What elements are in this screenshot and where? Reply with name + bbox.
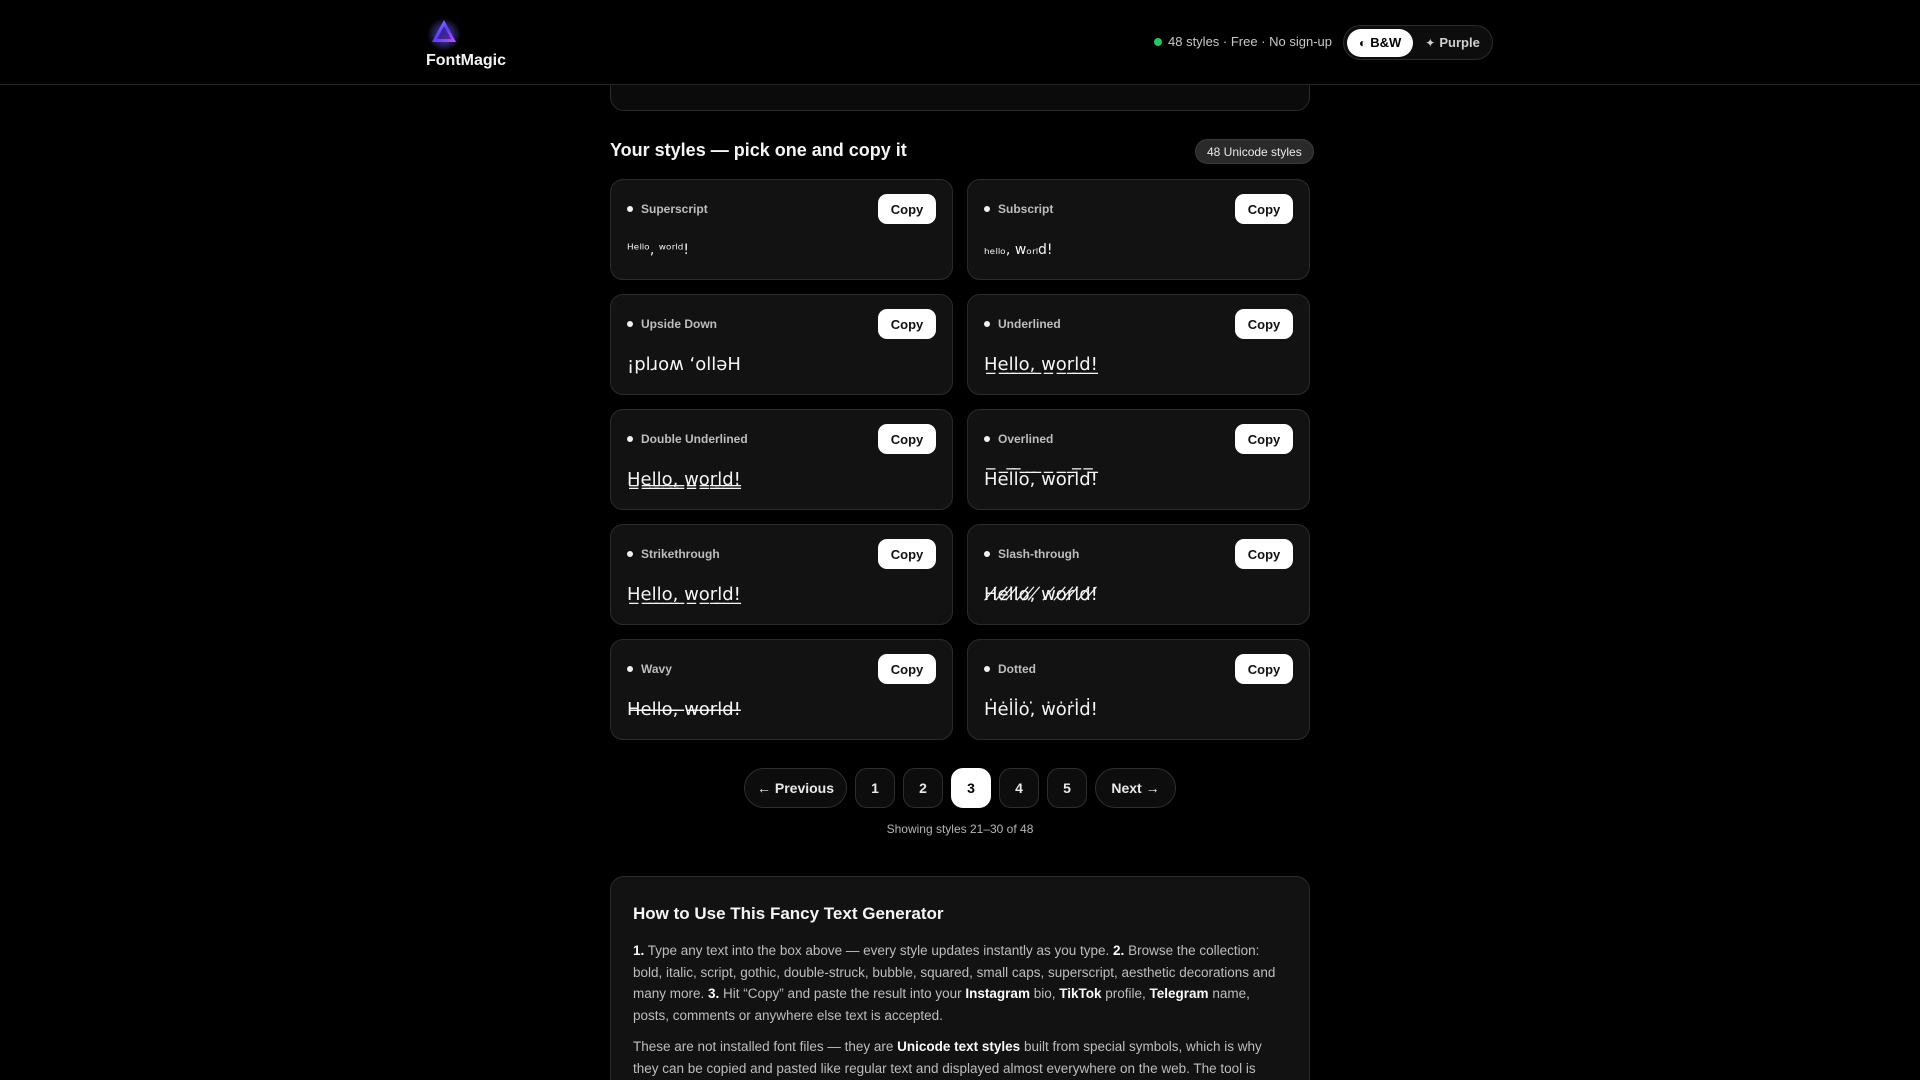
bullet-icon xyxy=(627,666,633,672)
style-card-overlined xyxy=(967,409,1310,510)
step-3-text-4: name, posts, comments or anywhere else text is accepted. xyxy=(633,986,1250,1023)
styles-count-badge: 48 Unicode styles xyxy=(1195,139,1314,164)
style-card-slash-through xyxy=(967,524,1310,625)
step-3-text-3: profile, xyxy=(1101,986,1150,1001)
style-card-underlined xyxy=(967,294,1310,395)
style-card-subscript xyxy=(967,179,1310,280)
style-name: Strikethrough xyxy=(641,547,720,561)
style-preview-text[interactable]: ¡plɹoʍ ‘olləH xyxy=(627,354,741,375)
copy-button[interactable]: Copy xyxy=(878,424,936,454)
bullet-icon xyxy=(627,551,633,557)
style-name: Slash-through xyxy=(998,547,1080,561)
theme-toggle xyxy=(1343,25,1493,60)
copy-button[interactable]: Copy xyxy=(1235,194,1293,224)
style-preview-text[interactable]: ᴴᵉˡˡᵒ, ʷᵒʳˡᵈ! xyxy=(627,242,690,258)
previous-page-button[interactable]: ← Previous xyxy=(744,768,847,808)
bullet-icon xyxy=(984,436,990,442)
style-card-double-underlined xyxy=(610,409,953,510)
bullet-icon xyxy=(984,666,990,672)
instagram-text: Instagram xyxy=(965,986,1030,1001)
style-preview-text[interactable]: H̳e̳l̳l̳o̳,̳ ̳w̳o̳r̳l̳d̳!̳ xyxy=(627,469,741,490)
top-header xyxy=(0,0,1920,85)
bullet-icon xyxy=(627,436,633,442)
style-card-label xyxy=(627,317,717,331)
step-1-number: 1. xyxy=(633,943,645,958)
style-card-label xyxy=(984,317,1061,331)
style-preview-text[interactable]: H̅e̅l̅l̅o̅,̅ ̅w̅o̅r̅l̅d̅!̅ xyxy=(984,469,1098,490)
bullet-icon xyxy=(627,206,633,212)
style-preview-text[interactable]: H̸e̸l̸l̸o̸,̸ ̸w̸o̸r̸l̸d̸!̸ xyxy=(984,584,1098,605)
explanation-text-2: built from special symbols, which is why they can be copied and pasted like regular text and displayed almost everywhere on the web. The tool is xyxy=(633,1039,1262,1076)
style-name: Underlined xyxy=(998,317,1061,331)
explanation-text-1: These are not installed font files — they are xyxy=(633,1039,898,1054)
page-2-button[interactable]: 2 xyxy=(903,768,943,808)
style-card-label xyxy=(984,202,1053,216)
page-5-button[interactable]: 5 xyxy=(1047,768,1087,808)
page-3-button[interactable]: 3 xyxy=(951,768,991,808)
step-3-text: Hit “Copy” and paste the result into your xyxy=(719,986,966,1001)
style-card-dotted xyxy=(967,639,1310,740)
style-name: Double Underlined xyxy=(641,432,748,446)
style-card-label xyxy=(627,547,720,561)
style-name: Dotted xyxy=(998,662,1036,676)
bullet-icon xyxy=(984,206,990,212)
page-1-button[interactable]: 1 xyxy=(855,768,895,808)
pagination-info: Showing styles 21–30 of 48 xyxy=(886,822,1034,836)
copy-button[interactable]: Copy xyxy=(878,194,936,224)
next-page-button[interactable]: Next → xyxy=(1095,768,1176,808)
status-indicator xyxy=(1154,34,1332,49)
section-title: Your styles — pick one and copy it xyxy=(610,140,907,160)
copy-button[interactable]: Copy xyxy=(1235,424,1293,454)
style-preview-text[interactable]: H̲e̲l̲l̲o̲,̲ ̲w̲o̲r̲l̲d̲!̲ xyxy=(627,584,741,605)
pagination xyxy=(0,768,1920,808)
step-3-text-2: bio, xyxy=(1029,986,1060,1001)
unicode-styles-text: Unicode text styles xyxy=(897,1039,1021,1054)
copy-button[interactable]: Copy xyxy=(878,539,936,569)
tiktok-text: TikTok xyxy=(1059,986,1102,1001)
status-dot-icon xyxy=(1154,38,1162,46)
style-preview-text[interactable]: ₕₑₗₗₒ, wₒᵣₗd! xyxy=(984,242,1053,258)
bullet-icon xyxy=(984,321,990,327)
theme-purple-button[interactable] xyxy=(1413,29,1492,57)
status-text: 48 styles · Free · No sign-up xyxy=(1168,34,1333,49)
theme-purple-label: Purple xyxy=(1439,35,1480,50)
contrast-icon: ◐ xyxy=(1359,35,1367,50)
style-name: Overlined xyxy=(998,432,1054,446)
style-preview-text[interactable]: Ḣėl̇l̇ȯ,̇ ẇȯṙl̇ḋ! xyxy=(984,699,1098,720)
copy-button[interactable]: Copy xyxy=(878,309,936,339)
style-card-label xyxy=(627,432,748,446)
page-4-button[interactable]: 4 xyxy=(999,768,1039,808)
how-to-use-card xyxy=(610,876,1310,1080)
copy-button[interactable]: Copy xyxy=(1235,539,1293,569)
style-card-upside-down xyxy=(610,294,953,395)
style-card-label xyxy=(984,432,1053,446)
style-card-label xyxy=(627,202,708,216)
style-card-strikethrough xyxy=(610,524,953,625)
copy-button[interactable]: Copy xyxy=(1235,654,1293,684)
step-3-number: 3. xyxy=(708,986,720,1001)
style-card-label xyxy=(984,547,1079,561)
style-card-superscript xyxy=(610,179,953,280)
style-preview-text[interactable]: H̶e̶l̶l̶o̶,̶ ̶w̶o̶r̶l̶d̶!̶ xyxy=(627,699,741,720)
bullet-icon xyxy=(984,551,990,557)
style-card-label xyxy=(627,662,672,676)
style-name: Subscript xyxy=(998,202,1054,216)
copy-button[interactable]: Copy xyxy=(1235,309,1293,339)
style-card-label xyxy=(984,662,1036,676)
style-name: Superscript xyxy=(641,202,708,216)
style-name: Wavy xyxy=(641,662,672,676)
sparkle-icon: ✦ xyxy=(1425,35,1436,50)
theme-bw-label: B&W xyxy=(1370,35,1402,50)
how-to-explanation xyxy=(633,1036,1287,1079)
triangle-logo-icon xyxy=(426,14,462,50)
style-card-wavy xyxy=(610,639,953,740)
step-1-text: Type any text into the box above — every style updates instantly as you type. xyxy=(644,943,1114,958)
brand-name: FontMagic xyxy=(426,52,506,69)
how-to-steps xyxy=(633,940,1287,1026)
step-2-number: 2. xyxy=(1113,943,1125,958)
how-to-title: How to Use This Fancy Text Generator xyxy=(633,904,944,923)
style-preview-text[interactable]: H̲e̲l̲l̲o̲,̲ ̲w̲o̲r̲l̲d̲!̲ xyxy=(984,354,1098,375)
bullet-icon xyxy=(627,321,633,327)
step-2-text: Browse the collection: bold, italic, script, gothic, double-struck, bubble, squared, small caps, superscript, aesthetic decorations and many more. xyxy=(633,943,1276,1001)
telegram-text: Telegram xyxy=(1149,986,1209,1001)
copy-button[interactable]: Copy xyxy=(878,654,936,684)
style-name: Upside Down xyxy=(641,317,718,331)
brand-logo-link[interactable] xyxy=(426,14,516,74)
theme-bw-button[interactable] xyxy=(1347,29,1413,57)
